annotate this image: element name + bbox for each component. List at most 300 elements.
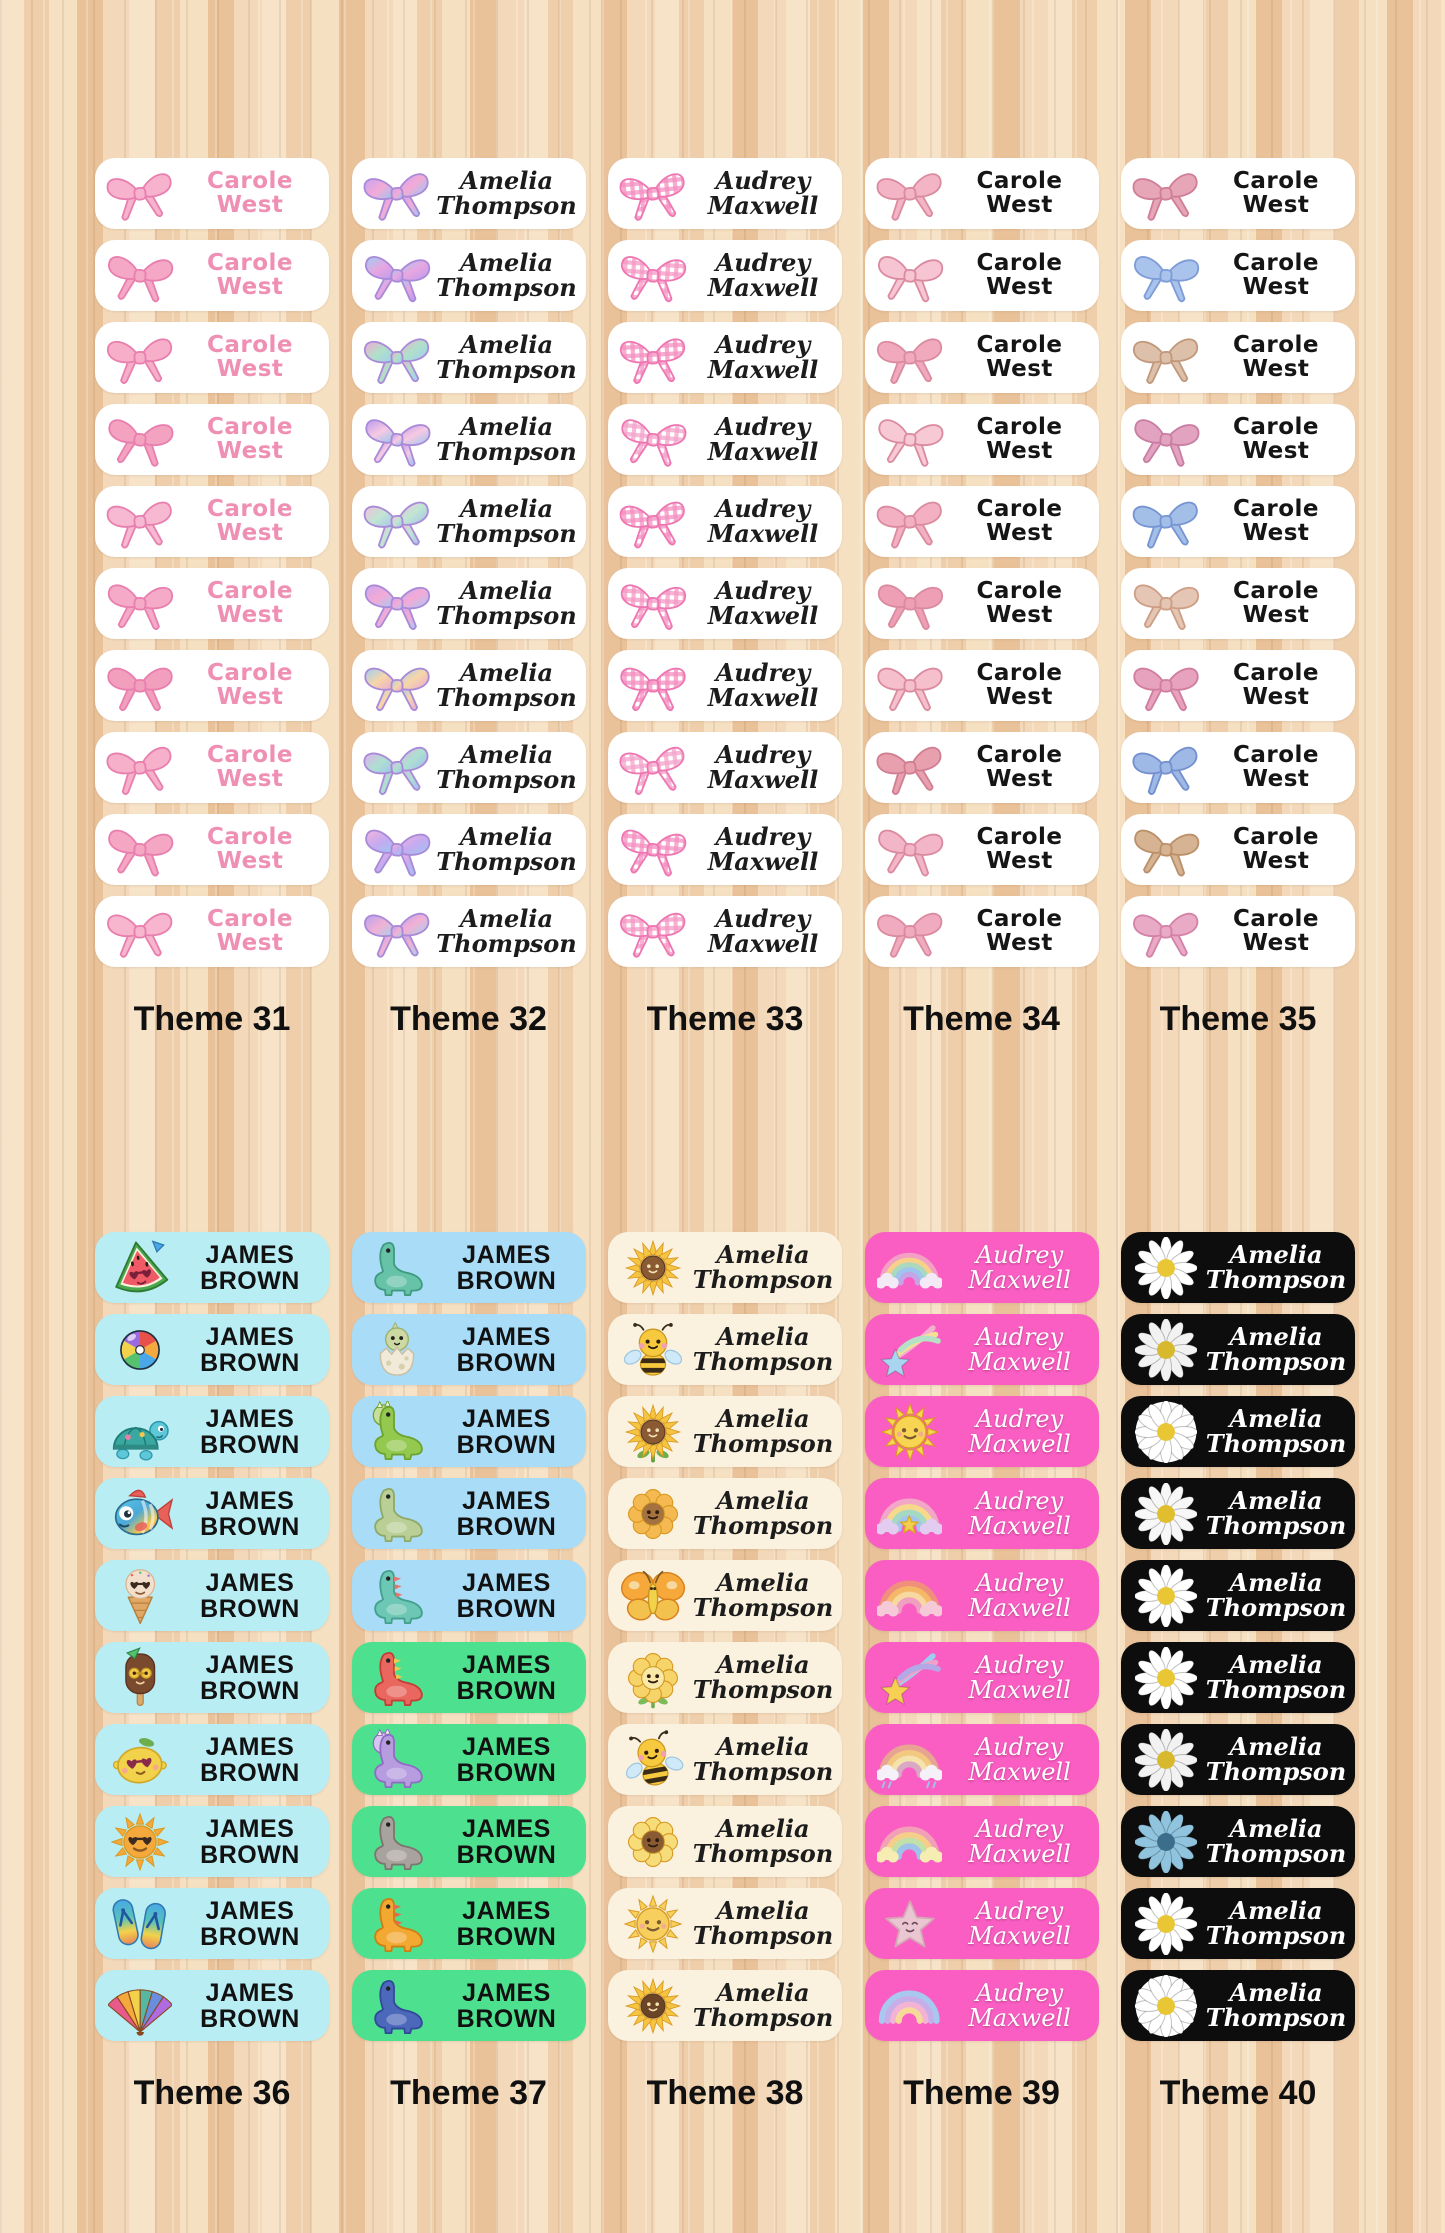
name-line-2: Maxwell xyxy=(707,764,819,794)
bow-icon xyxy=(871,737,949,799)
label-name-text xyxy=(179,167,321,218)
daisy-icon xyxy=(1127,1647,1205,1709)
label-name-text xyxy=(1205,1485,1347,1540)
label-name-text xyxy=(692,493,834,548)
name-line-2: Maxwell xyxy=(968,1839,1071,1868)
name-label xyxy=(95,1724,329,1795)
theme-caption: Theme 36 xyxy=(133,2074,291,2112)
name-label xyxy=(608,1806,842,1877)
label-name-text xyxy=(179,659,321,710)
name-line-1: Carole xyxy=(206,659,294,686)
name-line-2: West xyxy=(986,929,1053,956)
name-label xyxy=(865,1970,1099,2041)
bow-icon xyxy=(871,901,949,963)
name-label xyxy=(352,322,586,393)
dino-icon xyxy=(358,1647,436,1709)
name-line-1: Amelia xyxy=(716,1485,810,1515)
label-name-text xyxy=(692,1485,834,1540)
name-line-2: BROWN xyxy=(456,1758,557,1787)
star-icon xyxy=(871,1893,949,1955)
name-label xyxy=(608,1396,842,1467)
bow-icon xyxy=(614,163,692,225)
name-label xyxy=(865,650,1099,721)
daisy-icon xyxy=(1127,1483,1205,1545)
name-line-1: JAMES xyxy=(462,1322,551,1351)
label-name-text xyxy=(949,741,1091,792)
label-name-text xyxy=(692,165,834,220)
name-line-1: JAMES xyxy=(205,1978,295,2007)
name-line-2: Maxwell xyxy=(968,1593,1071,1622)
label-name-text xyxy=(692,1649,834,1704)
name-line-2: Thompson xyxy=(1205,1838,1347,1868)
bow-icon xyxy=(1127,573,1205,635)
dino-icon xyxy=(358,1893,436,1955)
name-label xyxy=(865,240,1099,311)
name-line-1: JAMES xyxy=(462,1650,551,1679)
name-label xyxy=(1121,240,1355,311)
bow-icon xyxy=(358,163,436,225)
name-label xyxy=(608,1560,842,1631)
theme-caption: Theme 38 xyxy=(646,2074,804,2112)
bow-icon xyxy=(1127,491,1205,553)
name-line-1: Audrey xyxy=(975,1486,1064,1515)
name-line-1: Amelia xyxy=(1229,1239,1323,1269)
name-line-2: West xyxy=(1242,519,1310,546)
theme-caption: Theme 40 xyxy=(1159,2074,1317,2112)
name-label xyxy=(1121,404,1355,475)
theme-column xyxy=(1121,158,1355,1039)
name-line-1: Amelia xyxy=(716,1977,810,2007)
name-line-2: Maxwell xyxy=(968,2003,1071,2032)
name-line-2: Thompson xyxy=(436,190,577,220)
name-line-2: Thompson xyxy=(1205,1346,1347,1376)
name-label xyxy=(608,404,842,475)
beachball-icon xyxy=(101,1319,179,1381)
bow-icon xyxy=(614,819,692,881)
rainbow-icon xyxy=(871,1565,949,1627)
label-name-text xyxy=(949,1650,1091,1704)
name-line-1: Carole xyxy=(976,823,1063,850)
dino-icon xyxy=(358,1811,436,1873)
name-line-2: West xyxy=(1242,929,1310,956)
label-name-text xyxy=(1205,167,1347,218)
name-line-2: Thompson xyxy=(692,1920,834,1950)
name-line-1: JAMES xyxy=(205,1650,295,1679)
name-line-2: West xyxy=(986,273,1053,300)
name-line-1: Carole xyxy=(206,413,294,440)
name-line-2: Thompson xyxy=(436,354,577,384)
label-name-text xyxy=(692,657,834,712)
label-name-text xyxy=(1205,1239,1347,1294)
bow-icon xyxy=(358,409,436,471)
label-name-text xyxy=(436,1652,578,1704)
daisy-icon xyxy=(1127,1975,1205,2037)
name-line-2: West xyxy=(986,437,1053,464)
label-name-text xyxy=(692,821,834,876)
name-line-2: West xyxy=(216,191,284,218)
name-line-2: West xyxy=(1242,765,1310,792)
bow-icon xyxy=(871,819,949,881)
name-label xyxy=(352,1478,586,1549)
name-label xyxy=(865,1806,1099,1877)
name-label xyxy=(95,896,329,967)
name-line-2: Thompson xyxy=(1205,1592,1347,1622)
name-label xyxy=(352,732,586,803)
name-label xyxy=(865,404,1099,475)
bow-icon xyxy=(101,163,179,225)
name-line-2: Maxwell xyxy=(968,1511,1071,1540)
label-name-text xyxy=(692,411,834,466)
name-label xyxy=(1121,1478,1355,1549)
rainbow-icon xyxy=(871,1237,949,1299)
bee-icon xyxy=(614,1319,692,1381)
lemon-icon xyxy=(101,1729,179,1791)
bow-icon xyxy=(1127,163,1205,225)
label-name-text xyxy=(436,1734,578,1786)
theme-column xyxy=(352,158,586,1039)
name-line-1: Amelia xyxy=(716,1567,810,1597)
label-name-text xyxy=(1205,1321,1347,1376)
name-label xyxy=(1121,486,1355,557)
bow-icon xyxy=(1127,737,1205,799)
name-line-1: Carole xyxy=(206,167,294,194)
name-line-2: BROWN xyxy=(456,1348,557,1377)
rainbow-icon xyxy=(871,1975,949,2037)
name-line-1: JAMES xyxy=(462,1732,551,1761)
theme-section xyxy=(95,158,1355,1039)
name-line-2: Thompson xyxy=(1205,1264,1347,1294)
name-label xyxy=(95,1396,329,1467)
name-line-2: BROWN xyxy=(456,1512,557,1541)
dino-icon xyxy=(358,1565,436,1627)
name-line-1: Carole xyxy=(1232,495,1320,522)
bow-icon xyxy=(614,245,692,307)
label-name-text xyxy=(949,413,1091,464)
name-line-2: BROWN xyxy=(200,1430,300,1459)
label-name-text xyxy=(436,329,578,384)
name-line-2: West xyxy=(1242,683,1310,710)
label-name-text xyxy=(949,1814,1091,1868)
name-line-1: Carole xyxy=(976,659,1063,686)
name-line-2: West xyxy=(986,519,1053,546)
name-line-1: Audrey xyxy=(715,821,811,851)
name-line-1: JAMES xyxy=(205,1322,295,1351)
bow-icon xyxy=(614,491,692,553)
name-label xyxy=(865,158,1099,229)
name-line-1: Audrey xyxy=(715,329,811,359)
name-line-2: BROWN xyxy=(456,1430,557,1459)
name-line-2: Thompson xyxy=(692,1674,834,1704)
name-line-1: Amelia xyxy=(459,739,554,769)
bow-icon xyxy=(101,573,179,635)
name-line-2: West xyxy=(216,519,284,546)
label-name-text xyxy=(1205,905,1347,956)
theme-caption: Theme 35 xyxy=(1159,1000,1317,1038)
name-label xyxy=(608,1642,842,1713)
name-line-1: Amelia xyxy=(459,247,554,277)
label-name-text xyxy=(949,1322,1091,1376)
turtle-icon xyxy=(101,1401,179,1463)
name-line-2: West xyxy=(986,683,1053,710)
name-line-1: Carole xyxy=(1232,249,1320,276)
daisy-icon xyxy=(1127,1237,1205,1299)
name-line-2: Thompson xyxy=(1205,1920,1347,1950)
name-line-2: Thompson xyxy=(436,518,577,548)
name-line-1: JAMES xyxy=(462,1404,551,1433)
label-name-text xyxy=(692,903,834,958)
bow-icon xyxy=(101,409,179,471)
name-label xyxy=(95,1314,329,1385)
label-name-text xyxy=(436,575,578,630)
label-name-text xyxy=(436,903,578,958)
label-name-text xyxy=(692,1321,834,1376)
label-name-text xyxy=(436,1406,578,1458)
dino-icon xyxy=(358,1729,436,1791)
bow-icon xyxy=(358,737,436,799)
name-label xyxy=(95,732,329,803)
label-name-text xyxy=(436,657,578,712)
name-label xyxy=(608,732,842,803)
name-line-1: Audrey xyxy=(975,1896,1064,1925)
name-line-2: West xyxy=(216,929,284,956)
bow-icon xyxy=(871,409,949,471)
name-line-2: Thompson xyxy=(436,600,577,630)
name-label xyxy=(608,814,842,885)
name-line-2: BROWN xyxy=(200,1512,300,1541)
label-name-text xyxy=(1205,1567,1347,1622)
name-line-1: Amelia xyxy=(1229,1321,1323,1351)
flower-icon xyxy=(614,1647,692,1709)
name-line-1: JAMES xyxy=(205,1568,295,1597)
name-line-1: JAMES xyxy=(462,1486,551,1515)
name-label xyxy=(865,1314,1099,1385)
theme-column xyxy=(95,158,329,1039)
name-label xyxy=(352,1888,586,1959)
name-line-2: Thompson xyxy=(692,1510,834,1540)
name-label xyxy=(1121,568,1355,639)
name-label xyxy=(1121,1314,1355,1385)
name-line-2: West xyxy=(216,601,284,628)
name-label xyxy=(1121,1970,1355,2041)
label-name-text xyxy=(1205,1403,1347,1458)
name-label xyxy=(1121,1888,1355,1959)
name-line-2: Thompson xyxy=(1205,1510,1347,1540)
name-line-2: BROWN xyxy=(200,1840,300,1869)
name-label xyxy=(608,322,842,393)
label-name-text xyxy=(179,1570,321,1622)
name-line-2: West xyxy=(216,847,284,874)
label-name-text xyxy=(179,1816,321,1868)
name-line-1: Amelia xyxy=(459,411,554,441)
name-line-2: BROWN xyxy=(200,1758,300,1787)
name-line-2: Thompson xyxy=(436,272,577,302)
label-name-text xyxy=(949,495,1091,546)
name-label xyxy=(865,1478,1099,1549)
label-name-text xyxy=(949,1896,1091,1950)
name-label xyxy=(608,568,842,639)
label-name-text xyxy=(692,739,834,794)
label-name-text xyxy=(1205,741,1347,792)
name-line-1: Audrey xyxy=(975,1814,1064,1843)
name-line-2: Thompson xyxy=(436,846,577,876)
daisy-icon xyxy=(1127,1565,1205,1627)
label-name-text xyxy=(1205,823,1347,874)
label-name-text xyxy=(949,1240,1091,1294)
label-name-text xyxy=(1205,1731,1347,1786)
label-name-text xyxy=(179,331,321,382)
flower-icon xyxy=(614,1483,692,1545)
name-label xyxy=(352,1232,586,1303)
name-line-1: Amelia xyxy=(716,1239,810,1269)
name-label xyxy=(608,896,842,967)
name-label xyxy=(95,158,329,229)
name-label xyxy=(95,568,329,639)
label-name-text xyxy=(179,495,321,546)
name-label xyxy=(95,404,329,475)
name-label xyxy=(352,1970,586,2041)
name-line-2: Thompson xyxy=(436,928,577,958)
label-name-text xyxy=(949,659,1091,710)
name-label xyxy=(352,1724,586,1795)
name-line-1: JAMES xyxy=(462,1814,551,1843)
name-label xyxy=(1121,650,1355,721)
bow-icon xyxy=(358,901,436,963)
name-label xyxy=(1121,1560,1355,1631)
bow-icon xyxy=(101,491,179,553)
dino-icon xyxy=(358,1237,436,1299)
shootingstar-icon xyxy=(871,1319,949,1381)
bow-icon xyxy=(871,573,949,635)
name-line-2: West xyxy=(216,683,284,710)
label-name-text xyxy=(949,905,1091,956)
sun-icon xyxy=(871,1401,949,1463)
name-line-1: Carole xyxy=(976,741,1063,768)
name-line-1: Audrey xyxy=(975,1404,1064,1433)
name-line-2: Maxwell xyxy=(968,1757,1071,1786)
bow-icon xyxy=(1127,327,1205,389)
label-name-text xyxy=(692,1977,834,2032)
name-line-1: Amelia xyxy=(716,1649,810,1679)
name-label xyxy=(95,814,329,885)
name-line-1: JAMES xyxy=(462,1240,551,1269)
sunflower-icon xyxy=(614,1401,692,1463)
name-line-1: Audrey xyxy=(715,657,811,687)
fish-icon xyxy=(101,1483,179,1545)
name-line-2: Maxwell xyxy=(968,1429,1071,1458)
label-name-text xyxy=(179,413,321,464)
name-label xyxy=(1121,322,1355,393)
name-line-1: Audrey xyxy=(975,1978,1064,2007)
popsicle-icon xyxy=(101,1647,179,1709)
name-label xyxy=(865,1560,1099,1631)
label-name-text xyxy=(1205,1977,1347,2032)
name-label xyxy=(865,1232,1099,1303)
name-label xyxy=(352,568,586,639)
bow-icon xyxy=(101,327,179,389)
name-line-2: West xyxy=(1242,601,1310,628)
name-line-1: Amelia xyxy=(1229,1895,1323,1925)
theme-caption: Theme 33 xyxy=(646,1000,804,1038)
label-name-text xyxy=(1205,1649,1347,1704)
name-label xyxy=(95,1806,329,1877)
name-line-2: Maxwell xyxy=(707,190,819,220)
name-label xyxy=(352,1396,586,1467)
name-line-1: Audrey xyxy=(715,411,811,441)
dino-icon xyxy=(358,1401,436,1463)
name-line-1: Carole xyxy=(976,495,1063,522)
shootingstar-icon xyxy=(871,1647,949,1709)
name-line-2: West xyxy=(1242,191,1310,218)
sun-icon xyxy=(101,1811,179,1873)
theme-caption: Theme 31 xyxy=(133,1000,291,1038)
label-name-text xyxy=(179,1488,321,1540)
name-line-1: Amelia xyxy=(1229,1567,1323,1597)
label-name-text xyxy=(179,823,321,874)
name-line-2: Maxwell xyxy=(707,682,819,712)
bow-icon xyxy=(871,327,949,389)
theme-column xyxy=(1121,1232,1355,2113)
name-line-2: West xyxy=(1242,847,1310,874)
name-line-2: West xyxy=(986,765,1053,792)
dinoegg-icon xyxy=(358,1319,436,1381)
name-line-1: Amelia xyxy=(1229,1485,1323,1515)
name-label xyxy=(608,1314,842,1385)
label-name-text xyxy=(692,1239,834,1294)
name-label xyxy=(95,1478,329,1549)
name-label xyxy=(352,1314,586,1385)
name-line-2: BROWN xyxy=(456,1676,557,1705)
name-line-2: BROWN xyxy=(200,2004,300,2033)
theme-caption: Theme 32 xyxy=(390,1000,547,1038)
name-line-2: BROWN xyxy=(200,1348,300,1377)
label-name-text xyxy=(949,1486,1091,1540)
label-name-text xyxy=(1205,413,1347,464)
label-name-text xyxy=(949,823,1091,874)
rainbow-icon xyxy=(871,1729,949,1791)
label-name-text xyxy=(179,577,321,628)
name-line-1: Amelia xyxy=(1229,1649,1323,1679)
label-name-text xyxy=(949,1568,1091,1622)
label-name-text xyxy=(1205,577,1347,628)
name-label xyxy=(352,896,586,967)
name-label xyxy=(352,814,586,885)
name-label xyxy=(1121,1724,1355,1795)
label-name-text xyxy=(949,1978,1091,2032)
name-line-1: Audrey xyxy=(715,575,811,605)
name-line-1: Amelia xyxy=(716,1731,810,1761)
label-name-text xyxy=(179,249,321,300)
name-label xyxy=(95,322,329,393)
label-name-text xyxy=(436,1980,578,2032)
name-line-2: Thompson xyxy=(1205,2002,1347,2032)
name-label xyxy=(352,1642,586,1713)
name-line-1: Carole xyxy=(206,905,294,932)
bow-icon xyxy=(358,245,436,307)
daisy-icon xyxy=(1127,1401,1205,1463)
name-line-1: Carole xyxy=(1232,905,1320,932)
name-line-2: BROWN xyxy=(200,1266,300,1295)
name-line-1: Carole xyxy=(206,577,294,604)
name-line-2: Thompson xyxy=(692,1264,834,1294)
name-label xyxy=(865,1888,1099,1959)
bow-icon xyxy=(1127,409,1205,471)
theme-column xyxy=(608,1232,842,2113)
name-line-1: Audrey xyxy=(715,903,811,933)
bow-icon xyxy=(101,901,179,963)
bow-icon xyxy=(358,327,436,389)
label-name-text xyxy=(179,741,321,792)
name-line-1: Audrey xyxy=(975,1240,1064,1269)
